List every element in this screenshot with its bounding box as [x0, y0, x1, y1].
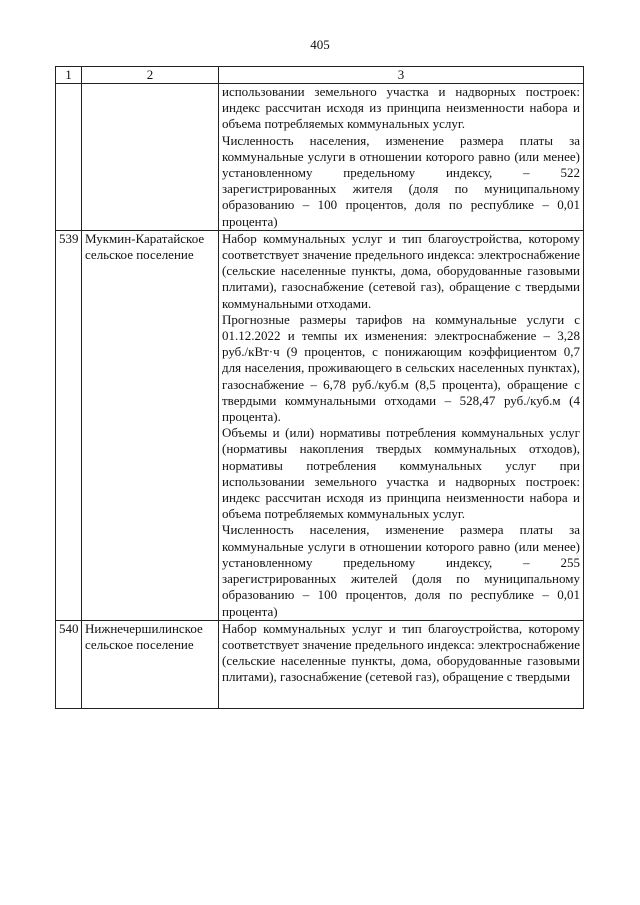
paragraph: Набор коммунальных услуг и тип благоустройства, которому соответствует значение предельного индекса: электроснабжение (сельские населенные пункты, дома, оборудованные газовыми плитами), газоснабжение (сетевой газ), обращение с твердыми [222, 620, 580, 685]
column-header-1: 1 [56, 67, 82, 84]
row-description-cell [219, 84, 584, 231]
row-description-cell [219, 230, 584, 620]
paragraph: использовании земельного участка и надворных построек: индекс рассчитан исходя из принципа неизменности набора и объема потребляемых коммунальных услуг. [222, 84, 580, 132]
row-number-cell [56, 84, 82, 231]
row-number: 539 [56, 230, 82, 620]
column-header-3: 3 [219, 67, 584, 84]
column-header-2: 2 [82, 67, 219, 84]
paragraph: Численность населения, изменение размера платы за коммунальные услуги в отношении которого равно (или менее) установленному предельному индексу, – 255 зарегистрированных жителей (доля по муниципальному образованию – 100 процентов, доля по республике – 0,01 процента) [222, 522, 580, 619]
paragraph: Объемы и (или) нормативы потребления коммунальных услуг (нормативы накопления твердых коммунальных отходов), нормативы потребления коммунальных услуг при использовании земельного участка и надворных построек: индекс рассчитан исходя из принципа неизменности набора и объема потребляемых коммунальных услуг. [222, 425, 580, 522]
table-header-row [56, 67, 584, 84]
row-number: 540 [56, 620, 82, 708]
table-row-539 [56, 230, 584, 620]
truncated-text [222, 621, 580, 708]
paragraph: Прогнозные размеры тарифов на коммунальные услуги с 01.12.2022 и темпы их изменения: электроснабжение – 3,28 руб./кВт·ч (9 процентов, с понижающим коэффициентом 0,7 для населения, проживающего в сельских населенных пунктах), газоснабжение – 6,78 руб./куб.м (8,5 процента), обращение с твердыми коммунальными отходами – 528,47 руб./куб.м (4 процента). [222, 311, 580, 425]
row-description-cell [219, 620, 584, 708]
document-table [55, 66, 584, 709]
paragraph: Численность населения, изменение размера платы за коммунальные услуги в отношении которого равно (или менее) установленному предельному индексу, – 522 зарегистрированных жителя (доля по муниципальному образованию – 100 процентов, доля по республике – 0,01 процента) [222, 132, 580, 229]
table-row-540 [56, 620, 584, 708]
settlement-name: Нижнечершилинское сельское поселение [82, 620, 219, 708]
paragraph: Набор коммунальных услуг и тип благоустройства, которому соответствует значение предельного индекса: электроснабжение (сельские населенные пункты, дома, оборудованные газовыми плитами), газоснабжение (сетевой газ), обращение с твердыми коммунальными отходами. [222, 230, 580, 311]
settlement-name: Мукмин-Каратайское сельское поселение [82, 230, 219, 620]
row-name-cell [82, 84, 219, 231]
table-row-continuation [56, 84, 584, 231]
page-number: 405 [310, 37, 330, 52]
